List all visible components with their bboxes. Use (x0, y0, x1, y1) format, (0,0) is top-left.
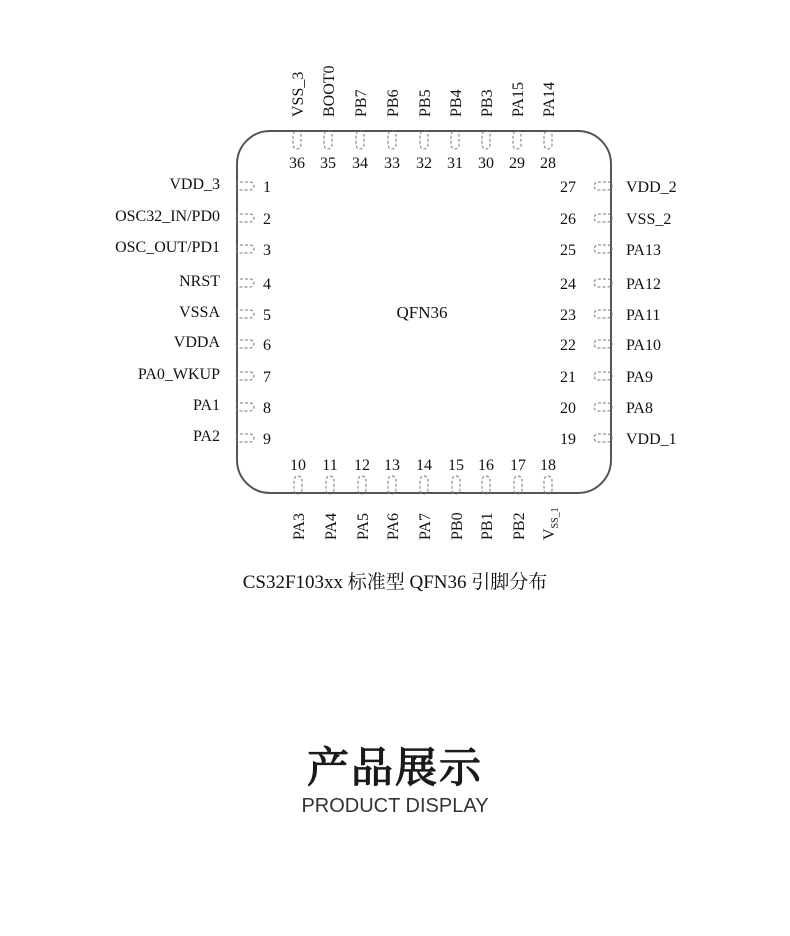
pin-pad (293, 131, 301, 149)
pin-number: 30 (478, 155, 494, 172)
pin-name-subscript: SS_1 (550, 507, 561, 529)
pin-number: 16 (478, 457, 494, 474)
pin-26 (560, 211, 671, 228)
pin-name: PA14 (541, 82, 558, 117)
pin-number: 32 (416, 155, 432, 172)
pin-29 (509, 82, 527, 172)
pin-11 (322, 457, 340, 540)
pin-pad (544, 476, 552, 494)
pin-9 (193, 428, 271, 448)
pin-number: 14 (416, 457, 432, 474)
pin-number: 31 (447, 155, 463, 172)
pin-pad (482, 476, 490, 494)
pin-name: PB6 (385, 89, 402, 117)
pin-number: 13 (384, 457, 400, 474)
pin-pad (594, 403, 612, 411)
pin-20 (560, 400, 653, 417)
pin-number: 19 (560, 431, 576, 448)
pin-pad (388, 476, 396, 494)
pin-name: PB3 (479, 89, 496, 117)
pin-pad (594, 372, 612, 380)
top-pin-group (289, 65, 558, 172)
pin-pad (594, 434, 612, 442)
pin-pad (420, 476, 428, 494)
pin-number: 1 (263, 179, 271, 196)
pin-number: 21 (560, 369, 576, 386)
pin-number: 18 (540, 457, 556, 474)
pin-pad (358, 476, 366, 494)
pin-21 (560, 369, 653, 386)
pin-number: 11 (322, 457, 338, 474)
pin-name (385, 513, 402, 540)
pin-name-main: PA7 (417, 513, 434, 540)
pin-number: 3 (263, 242, 271, 259)
pin-number: 8 (263, 400, 271, 417)
pin-name: VDDA (173, 334, 220, 351)
pin-pad (236, 310, 254, 318)
package-label: QFN36 (396, 303, 448, 322)
right-pin-group (560, 179, 677, 448)
pin-13 (384, 457, 402, 540)
pin-name: PA10 (626, 337, 661, 354)
pin-1 (169, 176, 271, 196)
pin-name-main: PB2 (511, 512, 528, 540)
pin-number: 22 (560, 337, 576, 354)
pin-35 (320, 65, 338, 172)
pin-pad (594, 310, 612, 318)
pin-name: OSC_OUT/PD1 (115, 239, 220, 256)
pin-36 (289, 72, 307, 172)
pin-name: VSS_3 (290, 71, 307, 117)
pin-number: 25 (560, 242, 576, 259)
pin-pad (236, 214, 254, 222)
pin-number: 2 (263, 211, 271, 228)
pin-number: 12 (354, 457, 370, 474)
pin-number: 36 (289, 155, 305, 172)
pin-number: 15 (448, 457, 464, 474)
pin-name: VSSA (179, 304, 220, 321)
pin-name (323, 513, 340, 540)
pin-number: 35 (320, 155, 336, 172)
pin-pad (594, 279, 612, 287)
pin-number: 34 (352, 155, 368, 172)
pin-name: VDD_3 (169, 176, 220, 193)
pin-name (541, 507, 561, 540)
pin-number: 29 (509, 155, 525, 172)
pin-pad (236, 182, 254, 190)
pin-name-main: PA6 (385, 513, 402, 540)
diagram-caption: CS32F103xx 标准型 QFN36 引脚分布 (242, 572, 548, 593)
pin-pad (236, 245, 254, 253)
pin-name (417, 513, 434, 540)
pin-pad (356, 131, 364, 149)
pin-27 (560, 179, 677, 196)
pin-number: 28 (540, 155, 556, 172)
pin-pad (236, 403, 254, 411)
pin-name: VDD_1 (626, 431, 677, 448)
pin-name: VDD_2 (626, 179, 677, 196)
pin-name-main: V (541, 528, 558, 540)
pin-14 (416, 457, 434, 540)
pin-16 (478, 457, 496, 540)
pin-name: PA13 (626, 242, 661, 259)
pin-pad (294, 476, 302, 494)
pin-2 (115, 208, 271, 228)
pin-name (511, 512, 528, 540)
pin-name (291, 513, 308, 540)
pin-number: 26 (560, 211, 576, 228)
pin-number: 23 (560, 307, 576, 324)
pin-pad (594, 245, 612, 253)
pin-pad (451, 131, 459, 149)
pin-name: BOOT0 (321, 65, 338, 117)
pin-name: VSS_2 (626, 211, 672, 228)
pin-name-main: PA5 (355, 513, 372, 540)
pin-10 (290, 457, 308, 540)
pin-name: PB7 (353, 89, 370, 117)
pin-15 (448, 457, 466, 540)
pin-name-main: PA3 (291, 513, 308, 540)
pin-number: 4 (263, 276, 271, 293)
pin-pad (594, 214, 612, 222)
pin-name: PA0_WKUP (137, 366, 220, 383)
pin-6 (174, 334, 271, 354)
pin-7 (138, 366, 271, 386)
pin-name (449, 512, 466, 540)
pin-pad (236, 340, 254, 348)
pin-pad (420, 131, 428, 149)
pin-name: PA15 (510, 82, 527, 117)
pin-number: 24 (560, 276, 576, 293)
pin-number: 17 (510, 457, 526, 474)
pin-name: PA1 (193, 397, 220, 414)
section-title-english: PRODUCT DISPLAY (301, 795, 489, 817)
pin-pad (324, 131, 332, 149)
pin-name-main: PB0 (449, 512, 466, 540)
pin-pad (452, 476, 460, 494)
pin-number: 20 (560, 400, 576, 417)
pin-pad (236, 279, 254, 287)
pin-pad (326, 476, 334, 494)
pin-pad (236, 434, 254, 442)
pin-5 (179, 304, 271, 324)
pin-number: 27 (560, 179, 576, 196)
pin-number: 10 (290, 457, 306, 474)
pin-number: 7 (263, 369, 271, 386)
pin-name: PA8 (626, 400, 653, 417)
pin-pad (236, 372, 254, 380)
left-pin-group (115, 176, 271, 448)
pin-4 (179, 273, 271, 293)
pin-number: 6 (263, 337, 271, 354)
pin-pad (482, 131, 490, 149)
pin-number: 9 (263, 431, 271, 448)
pin-name: PA9 (626, 369, 653, 386)
pin-19 (560, 431, 677, 448)
pin-number: 5 (263, 307, 271, 324)
bottom-pin-group (290, 457, 561, 540)
pin-pad (513, 131, 521, 149)
pin-28 (540, 82, 558, 172)
pin-name: PA12 (626, 276, 661, 293)
pin-12 (354, 457, 372, 540)
pin-name: PA2 (193, 428, 220, 445)
pin-pad (388, 131, 396, 149)
pin-18 (540, 457, 561, 540)
pin-8 (193, 397, 271, 417)
pin-pad (594, 182, 612, 190)
pin-pad (544, 131, 552, 149)
pin-name: PA11 (626, 307, 661, 324)
pin-name (355, 513, 372, 540)
pin-name: OSC32_IN/PD0 (115, 208, 220, 225)
pin-name-main: PB1 (479, 512, 496, 540)
pin-name (479, 512, 496, 540)
pin-number: 33 (384, 155, 400, 172)
pin-name: PB4 (448, 89, 465, 117)
pin-17 (510, 457, 528, 540)
pin-name: NRST (179, 273, 220, 290)
section-title-chinese: 产品展示 (306, 743, 483, 792)
pin-name-main: PA4 (323, 513, 340, 540)
pin-name: PB5 (417, 89, 434, 117)
pin-3 (115, 239, 271, 259)
pin-pad (514, 476, 522, 494)
pin-pad (594, 340, 612, 348)
